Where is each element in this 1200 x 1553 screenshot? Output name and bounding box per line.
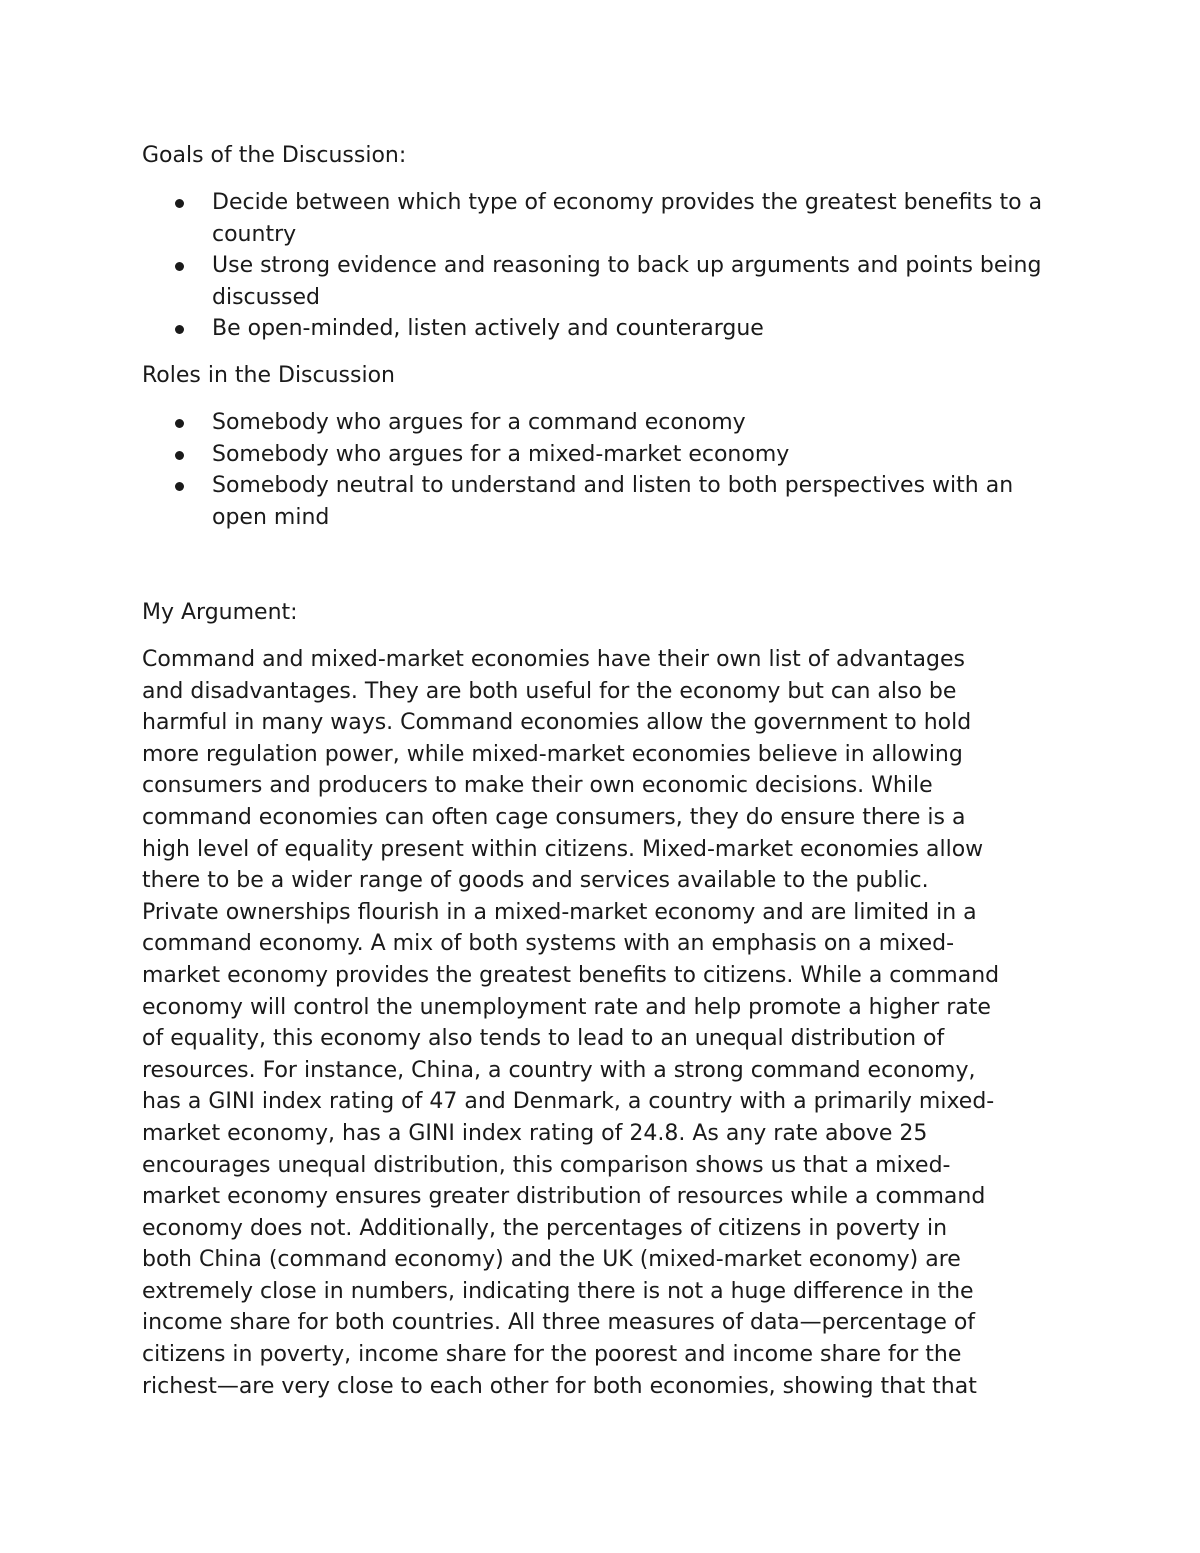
list-item bbox=[142, 313, 1072, 345]
paragraph-line: harmful in many ways. Command economies allow the government to hold bbox=[142, 710, 972, 736]
paragraph-line: high level of equality present within citizens. Mixed-market economies allow bbox=[142, 836, 984, 862]
paragraph-line: Command and mixed-market economies have their own list of advantages bbox=[142, 647, 965, 672]
bullet-icon bbox=[175, 482, 184, 491]
paragraph-line: market economy provides the greatest benefits to citizens. While a command bbox=[142, 962, 1000, 988]
paragraph-line: has a GINI index rating of 47 and Denmark, a country with a primarily mixed- bbox=[142, 1089, 995, 1115]
paragraph-line: income share for both countries. All three measures of data—percentage of bbox=[142, 1310, 976, 1336]
bullet-icon bbox=[175, 451, 184, 460]
goal-text: Be open-minded, listen actively and counterargue bbox=[212, 316, 764, 341]
bullet-icon bbox=[175, 262, 184, 271]
paragraph-line: extremely close in numbers, indicating there is not a huge difference in the bbox=[142, 1278, 974, 1304]
bullet-icon bbox=[175, 325, 184, 334]
paragraph-line: market economy ensures greater distribution of resources while a command bbox=[142, 1184, 986, 1210]
paragraph-line: both China (command economy) and the UK (mixed-market economy) are bbox=[142, 1247, 961, 1273]
paragraph-line: Private ownerships flourish in a mixed-market economy and are limited in a bbox=[142, 899, 977, 925]
role-text: Somebody who argues for a command economy bbox=[212, 410, 746, 435]
paragraph-line: and disadvantages. They are both useful for the economy but can also be bbox=[142, 678, 957, 704]
paragraph-line: richest—are very close to each other for both economies, showing that that bbox=[142, 1373, 977, 1399]
paragraph-line: more regulation power, while mixed-market economies believe in allowing bbox=[142, 741, 963, 767]
paragraph-line: citizens in poverty, income share for the poorest and income share for the bbox=[142, 1342, 962, 1368]
goal-text: Use strong evidence and reasoning to back up arguments and points being discussed bbox=[212, 253, 1042, 310]
argument-heading: My Argument: bbox=[142, 600, 298, 625]
list-item bbox=[142, 407, 1072, 439]
list-item bbox=[142, 250, 1072, 313]
paragraph-line: resources. For instance, China, a country with a strong command economy, bbox=[142, 1057, 976, 1083]
paragraph-line: encourages unequal distribution, this comparison shows us that a mixed- bbox=[142, 1152, 951, 1178]
goal-text: Decide between which type of economy provides the greatest benefits to a country bbox=[212, 190, 1043, 247]
paragraph-line: of equality, this economy also tends to lead to an unequal distribution of bbox=[142, 1026, 945, 1052]
paragraph-line: economy does not. Additionally, the percentages of citizens in poverty in bbox=[142, 1215, 948, 1241]
role-text: Somebody who argues for a mixed-market economy bbox=[212, 441, 790, 467]
bullet-icon bbox=[175, 419, 184, 428]
paragraph-line: command economies can often cage consumers, they do ensure there is a bbox=[142, 804, 966, 830]
list-item bbox=[142, 439, 1072, 471]
list-item bbox=[142, 470, 1072, 533]
paragraph-line: command economy. A mix of both systems with an emphasis on a mixed- bbox=[142, 931, 955, 957]
roles-list bbox=[142, 407, 1072, 533]
roles-heading: Roles in the Discussion bbox=[142, 363, 395, 388]
bullet-icon bbox=[175, 199, 184, 208]
list-item bbox=[142, 187, 1072, 250]
goals-list bbox=[142, 187, 1072, 345]
goals-heading: Goals of the Discussion: bbox=[142, 143, 407, 168]
paragraph-line: there to be a wider range of goods and services available to the public. bbox=[142, 868, 929, 894]
argument-paragraph bbox=[142, 644, 1072, 1402]
paragraph-line: consumers and producers to make their own economic decisions. While bbox=[142, 773, 933, 799]
paragraph-line: market economy, has a GINI index rating of 24.8. As any rate above 25 bbox=[142, 1120, 928, 1146]
role-text: Somebody neutral to understand and listen to both perspectives with an open mind bbox=[212, 473, 1014, 530]
paragraph-line: economy will control the unemployment rate and help promote a higher rate bbox=[142, 994, 991, 1020]
